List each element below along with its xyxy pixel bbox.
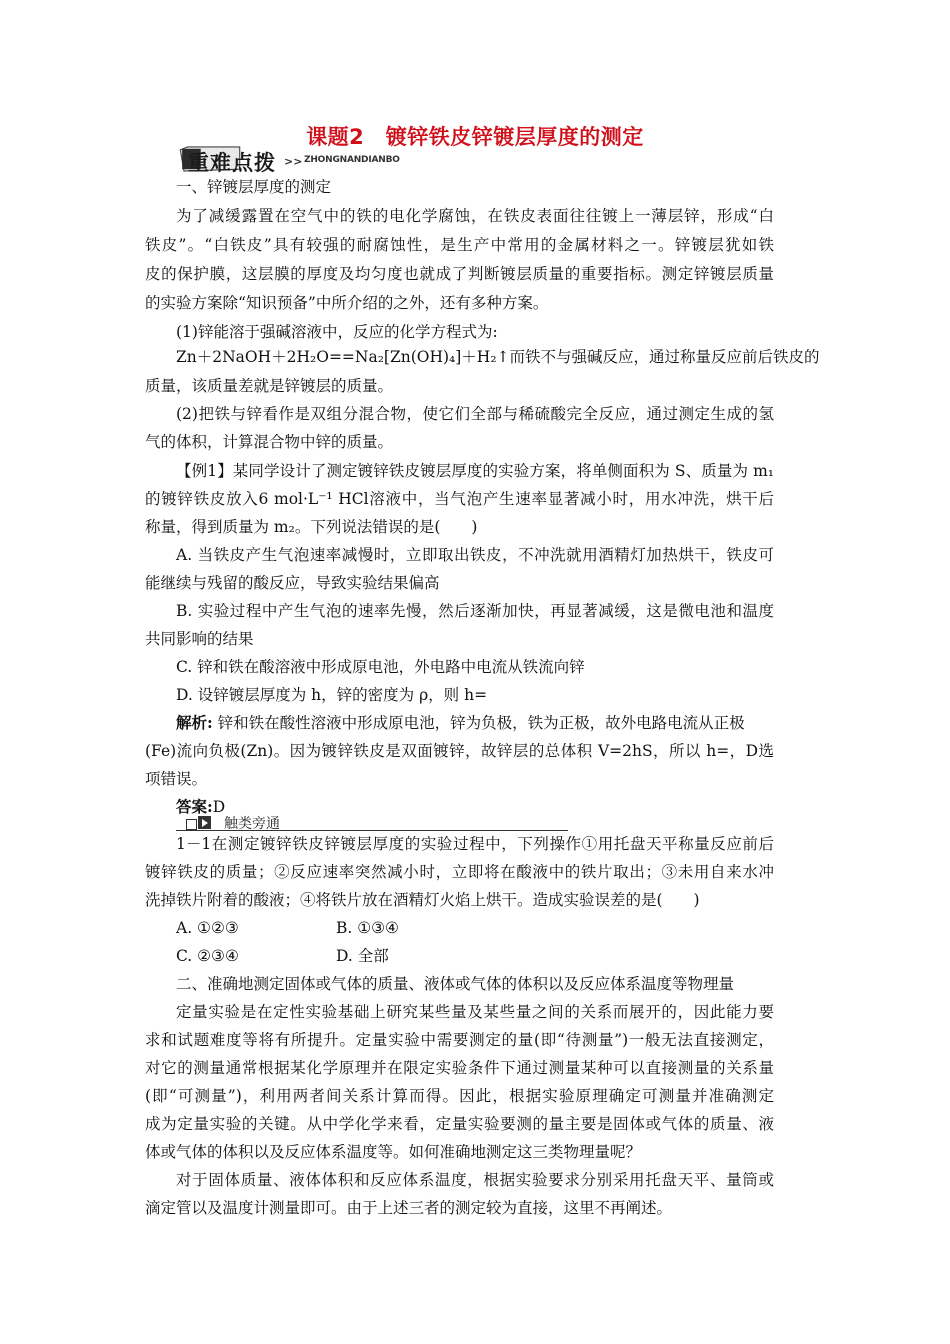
- practice-line: 镀锌铁皮的质量；②反应速率突然减小时，立即将在酸液中的铁片取出；③未用自来水冲: [145, 863, 774, 881]
- practice-option-d: D. 全部: [336, 947, 389, 965]
- practice-option-b: B. ①③④: [336, 919, 399, 937]
- paragraph-line: 气的体积，计算混合物中锌的质量。: [145, 433, 394, 451]
- paragraph-line: (1)锌能溶于强碱溶液中，反应的化学方程式为:: [176, 323, 498, 341]
- paragraph-line: 为了减缓露置在空气中的铁的电化学腐蚀，在铁皮表面往往镀上一薄层锌，形成“白: [176, 207, 774, 225]
- option-b-cont: 共同影响的结果: [145, 630, 254, 648]
- option-a-cont: 能继续与残留的酸反应，导致实验结果偏高: [145, 574, 440, 592]
- practice-line: 洗掉铁片附着的酸液；④将铁片放在酒精灯火焰上烘干。造成实验误差的是( ): [145, 891, 700, 909]
- paragraph-line: (2)把铁与锌看作是双组分混合物，使它们全部与稀硫酸完全反应，通过测定生成的氢: [176, 405, 774, 423]
- practice-label: 触类旁通: [224, 816, 280, 832]
- analysis-label: 解析:: [176, 713, 213, 732]
- square-icon: [186, 819, 197, 830]
- answer-value: D: [212, 798, 226, 816]
- paragraph-line: 成为定量实验的关键。从中学化学来看，定量实验要测的量主要是固体或气体的质量、液: [145, 1115, 774, 1133]
- practice-option-a: A. ①②③: [176, 919, 239, 937]
- paragraph-line: (即“可测量”)，利用两者间关系计算而得。因此，根据实验原理确定可测量并准确测定: [145, 1087, 774, 1105]
- practice-line: 1－1在测定镀锌铁皮锌镀层厚度的实验过程中，下列操作①用托盘天平称量反应前后: [176, 835, 774, 853]
- example-line: 的镀锌铁皮放入6 mol·L⁻¹ HCl溶液中，当气泡产生速率显著减小时，用水冲洗，烘干后: [145, 490, 774, 508]
- key-points-pinyin: ZHONGNANDIANBO: [304, 155, 400, 165]
- paragraph-line: 对于固体质量、液体体积和反应体系温度，根据实验要求分别采用托盘天平、量筒或: [176, 1171, 774, 1189]
- play-icon: [198, 816, 211, 829]
- option-b: B. 实验过程中产生气泡的速率先慢，然后逐渐加快，再显著减缓，这是微电池和温度: [176, 602, 774, 620]
- section-heading-1: 一、锌镀层厚度的测定: [176, 178, 332, 196]
- section-heading-2: 二、准确地测定固体或气体的质量、液体或气体的体积以及反应体系温度等物理量: [176, 975, 735, 993]
- practice-option-c: C. ②③④: [176, 947, 239, 965]
- option-c: C. 锌和铁在酸溶液中形成原电池，外电路中电流从铁流向锌: [176, 658, 585, 676]
- paragraph-line: 皮的保护膜，这层膜的厚度及均匀度也就成了判断镀层质量的重要指标。测定锌镀层质量: [145, 265, 774, 283]
- paragraph-line: 定量实验是在定性实验基础上研究某些量及某些量之间的关系而展开的，因此能力要: [176, 1003, 774, 1021]
- equation-line: Zn＋2NaOH＋2H₂O==Na₂[Zn(OH)₄]＋H₂↑而铁不与强碱反应，通过称量反应前后铁皮的: [176, 348, 820, 366]
- page-title: 课题2 镀锌铁皮锌镀层厚度的测定: [306, 125, 644, 149]
- paragraph-line: 滴定管以及温度计测量即可。由于上述三者的测定较为直接，这里不再阐述。: [145, 1199, 673, 1217]
- option-a: A. 当铁皮产生气泡速率减慢时，立即取出铁皮，不冲洗就用酒精灯加热烘干，铁皮可: [176, 546, 774, 564]
- example-line: 称量，得到质量为 m₂。下列说法错误的是( ): [145, 518, 478, 536]
- double-arrow-icon: >>: [284, 155, 303, 168]
- analysis-line: [176, 713, 774, 733]
- answer-label: 答案:: [176, 797, 213, 816]
- paragraph-line: 铁皮”。“白铁皮”具有较强的耐腐蚀性，是生产中常用的金属材料之一。锌镀层犹如铁: [145, 236, 774, 254]
- practice-banner: [176, 813, 568, 833]
- analysis-line: (Fe)流向负极(Zn)。因为镀锌铁皮是双面镀锌，故锌层的总体积 V=2hS，所以 h=，D选: [145, 742, 774, 760]
- key-points-banner: [176, 146, 536, 176]
- analysis-line: 项错误。: [145, 770, 208, 788]
- example-line: 【例1】某同学设计了测定镀锌铁皮镀层厚度的实验方案，将单侧面积为 S、质量为 m₁: [176, 462, 774, 480]
- analysis-text: 锌和铁在酸性溶液中形成原电池，锌为负极，铁为正极，故外电路电流从正极: [217, 714, 745, 732]
- option-d: D. 设锌镀层厚度为 h，锌的密度为 ρ，则 h=: [176, 686, 488, 704]
- paragraph-line: 对它的测量通常根据某化学原理并在限定实验条件下通过测量某种可以直接测量的关系量: [145, 1059, 774, 1077]
- paragraph-line: 体或气体的体积以及反应体系温度等。如何准确地测定这三类物理量呢？: [145, 1143, 642, 1161]
- key-points-label: 重难点拨: [188, 151, 276, 175]
- paragraph-line: 的实验方案除“知识预备”中所介绍的之外，还有多种方案。: [145, 294, 549, 312]
- paragraph-line: 求和试题难度等将有所提升。定量实验中需要测定的量(即“待测量”)一般无法直接测定，: [145, 1031, 774, 1049]
- paragraph-line: 质量，该质量差就是锌镀层的质量。: [145, 377, 394, 395]
